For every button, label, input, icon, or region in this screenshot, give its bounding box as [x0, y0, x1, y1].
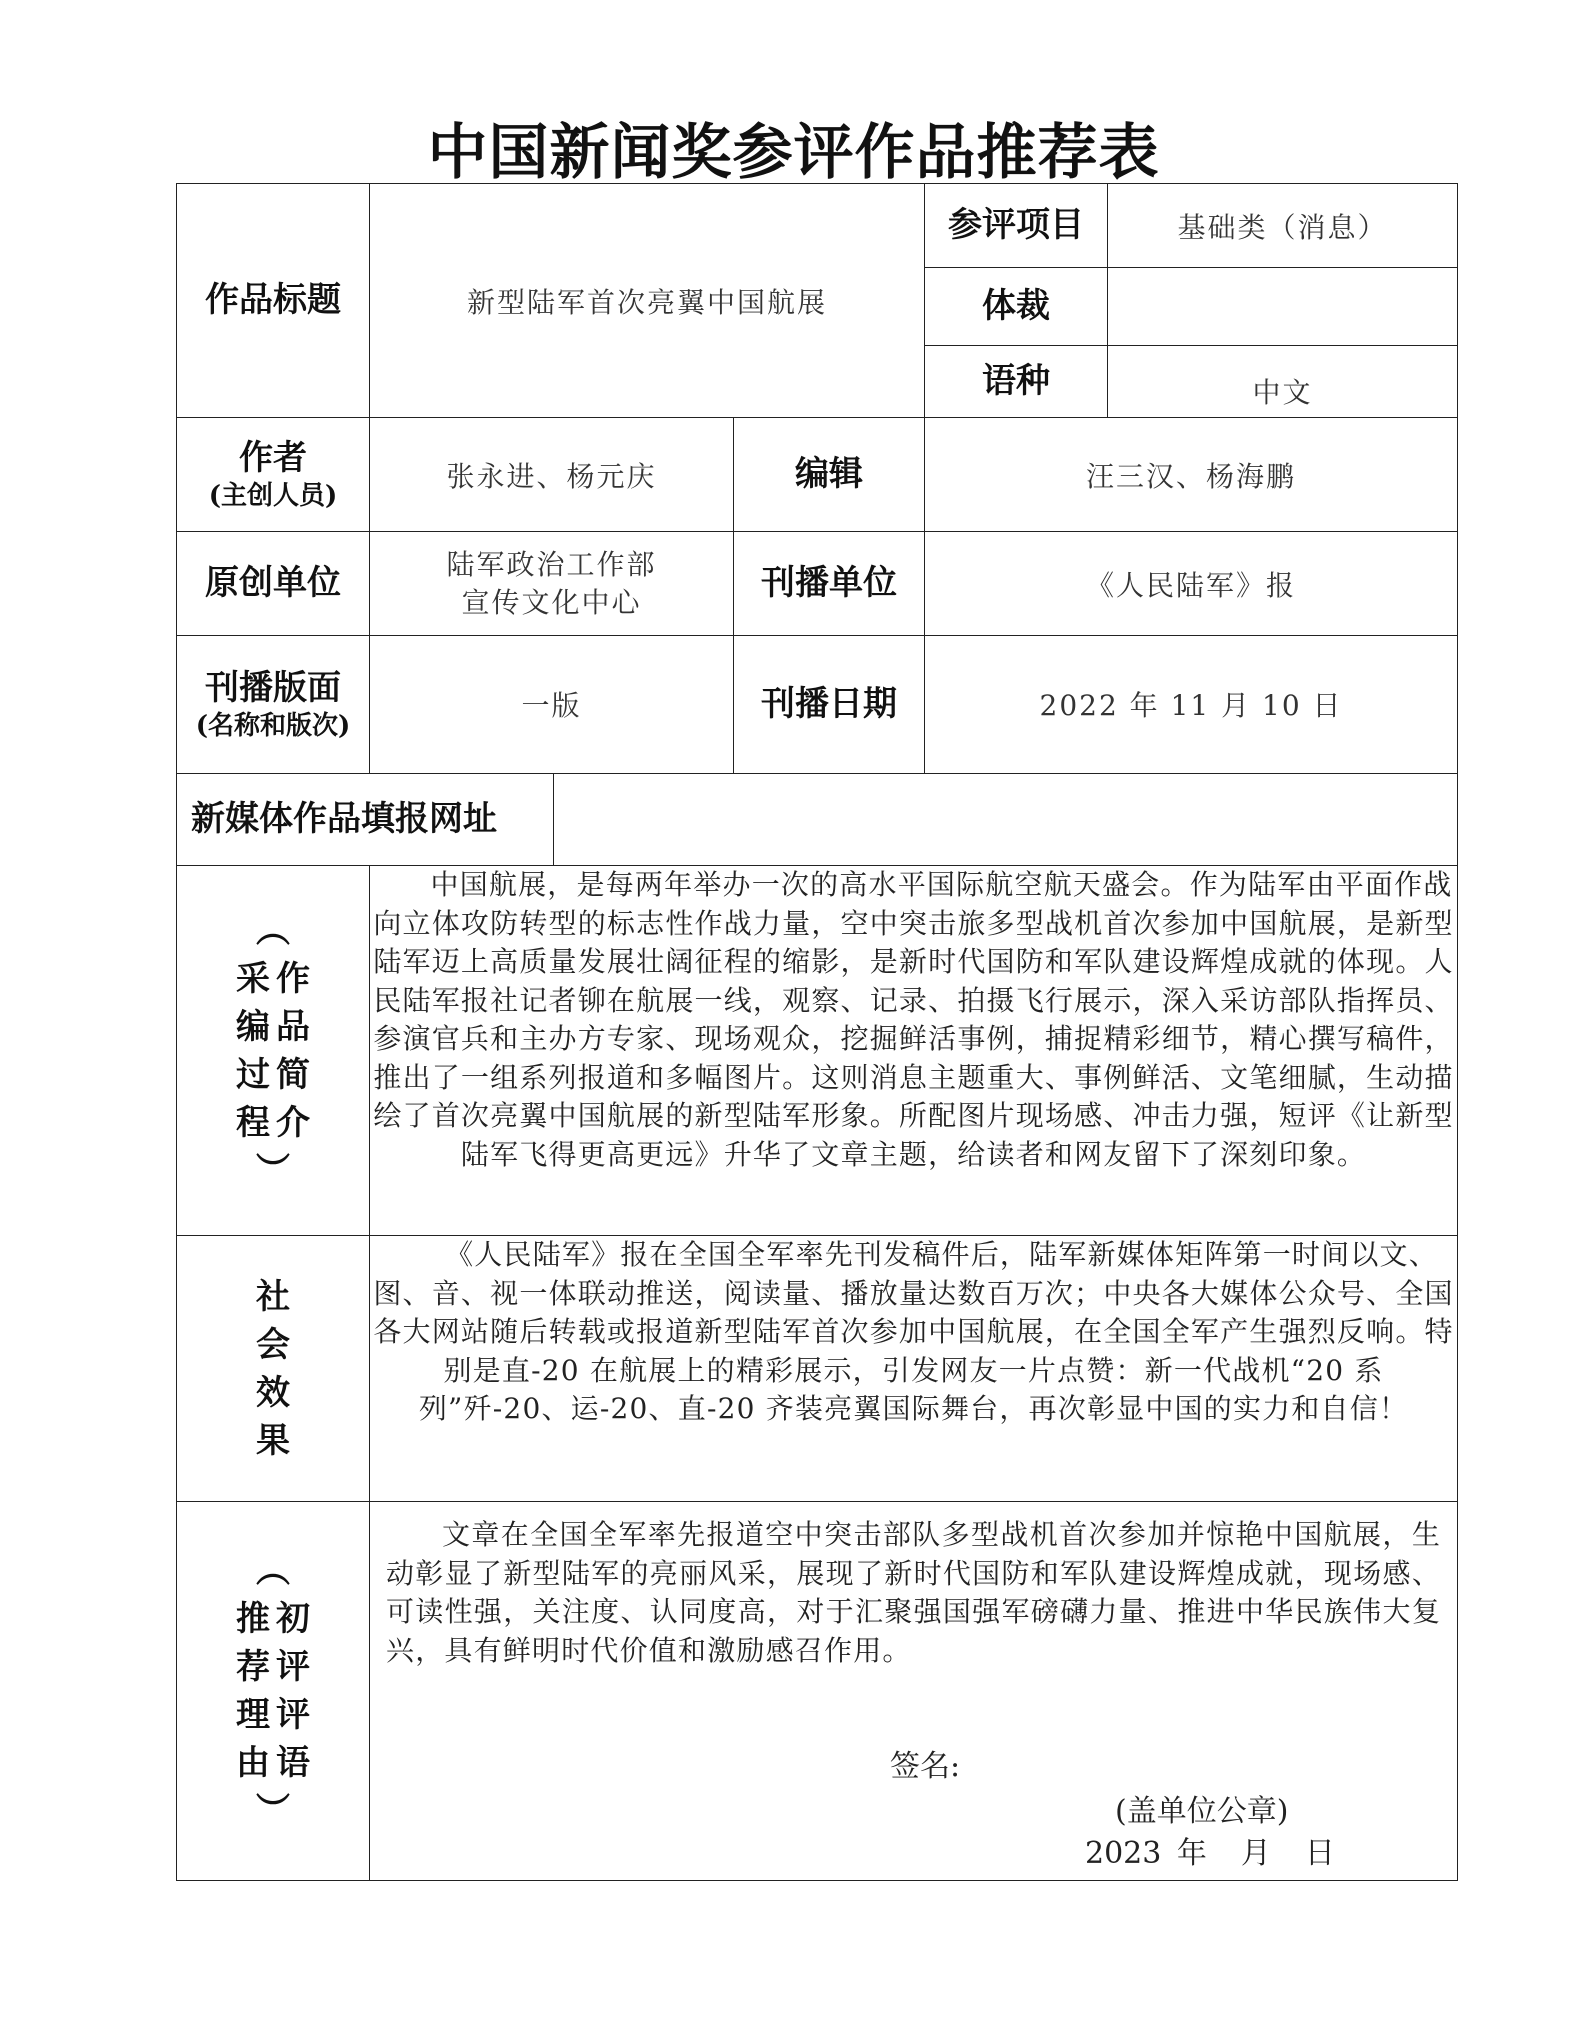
intro-label-col1 [276, 955, 310, 1147]
label-char: 过 [236, 1054, 270, 1095]
author-value: 张永进、杨元庆 [370, 418, 734, 532]
original-unit-value [370, 532, 734, 636]
page-sub-label: (名称和版次) [195, 710, 351, 741]
url-label: 新媒体作品填报网址 [177, 774, 554, 866]
publisher-label: 刊播单位 [734, 532, 925, 636]
language-value: 中文 [1108, 346, 1458, 418]
label-char: 初 [276, 1599, 310, 1639]
author-label [177, 418, 370, 532]
sign-date-day: 日 [1304, 1836, 1335, 1871]
review-label [177, 1502, 370, 1881]
label-char: 评 [276, 1695, 310, 1735]
language-label: 语种 [925, 346, 1108, 418]
review-label-close: ︶ [256, 1791, 290, 1831]
recommendation-form [176, 183, 1458, 1881]
social-effect-text: 《人民陆军》报在全国全军率先刊发稿件后，陆军新媒体矩阵第一时间以文、图、音、视一体联动推送，阅读量、播放量达数百万次；中央各大媒体公众号、全国各大网站随后转载或报道新型陆军首次参加中国航展，在全国全军产生强烈反响。特别是直-20 在航展上的精彩展示，引发网友一片点赞：新一代战机“20 系列”歼-20、运-20、直-20 齐装亮翼国际舞台，再次彰显中国的实力和自信！ [370, 1236, 1458, 1502]
label-char: 语 [276, 1743, 310, 1783]
intro-label-close: ︶ [256, 1150, 290, 1191]
review-content [370, 1502, 1457, 1880]
label-char: 推 [236, 1599, 270, 1639]
page-title: 中国新闻奖参评作品推荐表 [427, 118, 1160, 188]
label-char: 程 [236, 1102, 270, 1143]
seal-label: (盖单位公章) [1115, 1794, 1289, 1829]
signature-label: 签名: [890, 1749, 961, 1784]
label-char: 品 [276, 1006, 310, 1047]
author-sub-label: (主创人员) [208, 480, 338, 511]
label-char: 果 [256, 1420, 290, 1461]
label-char: 效 [256, 1372, 290, 1413]
label-char: 介 [276, 1102, 310, 1143]
editor-value: 汪三汉、杨海鹏 [925, 418, 1458, 532]
review-label-open: ︵ [256, 1551, 290, 1591]
intro-process-label [177, 866, 370, 1236]
publisher-value: 《人民陆军》报 [925, 532, 1458, 636]
category-label: 参评项目 [925, 184, 1108, 268]
original-unit-line2: 宣传文化中心 [461, 585, 642, 619]
author-label-text: 作者 [239, 438, 307, 478]
genre-label: 体裁 [925, 268, 1108, 346]
date-value: 2022 年 11 月 10 日 [925, 636, 1458, 774]
label-char: 简 [276, 1054, 310, 1095]
category-value: 基础类（消息） [1108, 184, 1458, 268]
label-char: 作 [276, 958, 310, 999]
editor-label: 编辑 [734, 418, 925, 532]
url-value [554, 774, 1458, 866]
label-char: 理 [236, 1695, 270, 1735]
page-label-text: 刊播版面 [205, 668, 341, 708]
sign-date-month: 月 [1240, 1836, 1271, 1871]
intro-process-text: 中国航展，是每两年举办一次的高水平国际航空航天盛会。作为陆军由平面作战向立体攻防转型的标志性作战力量，空中突击旅多型战机首次参加中国航展，是新型陆军迈上高质量发展壮阔征程的缩影，是新时代国防和军队建设辉煌成就的体现。人民陆军报社记者铆在航展一线，观察、记录、拍摄飞行展示，深入采访部队指挥员、参演官兵和主办方专家、现场观众，挖掘鲜活事例，捕捉精彩细节，精心撰写稿件，推出了一组系列报道和多幅图片。这则消息主题重大、事例鲜活、文笔细腻，生动描绘了首次亮翼中国航展的新型陆军形象。所配图片现场感、冲击力强，短评《让新型陆军飞得更高更远》升华了文章主题，给读者和网友留下了深刻印象。 [370, 866, 1458, 1236]
work-title-label: 作品标题 [177, 184, 370, 418]
label-char: 由 [236, 1743, 270, 1783]
review-label-col2 [236, 1595, 270, 1787]
date-label: 刊播日期 [734, 636, 925, 774]
sign-date-year: 2023 年 [1085, 1836, 1207, 1871]
sign-date [1085, 1828, 1335, 1872]
intro-label-open: ︵ [256, 910, 290, 951]
original-unit-label: 原创单位 [177, 532, 370, 636]
work-title-value: 新型陆军首次亮翼中国航展 [370, 184, 925, 418]
review-text: 文章在全国全军率先报道空中突击部队多型战机首次参加并惊艳中国航展，生动彰显了新型陆军的亮丽风采，展现了新时代国防和军队建设辉煌成就，现场感、可读性强，关注度、认同度高，对于汇聚强国强军磅礴力量、推进中华民族伟大复兴，具有鲜明时代价值和激励感召作用。 [386, 1518, 1442, 1667]
intro-label-col2 [236, 955, 270, 1147]
label-char: 会 [256, 1324, 290, 1365]
label-char: 采 [236, 958, 270, 999]
social-effect-label [177, 1236, 370, 1502]
label-char: 社 [256, 1276, 290, 1317]
review-cell [370, 1502, 1458, 1881]
label-char: 编 [236, 1006, 270, 1047]
label-char: 评 [276, 1647, 310, 1687]
genre-value [1108, 268, 1458, 346]
label-char: 荐 [236, 1647, 270, 1687]
page-value: 一版 [370, 636, 734, 774]
review-label-col1 [276, 1595, 310, 1787]
original-unit-line1: 陆军政治工作部 [446, 547, 657, 581]
page-label [177, 636, 370, 774]
